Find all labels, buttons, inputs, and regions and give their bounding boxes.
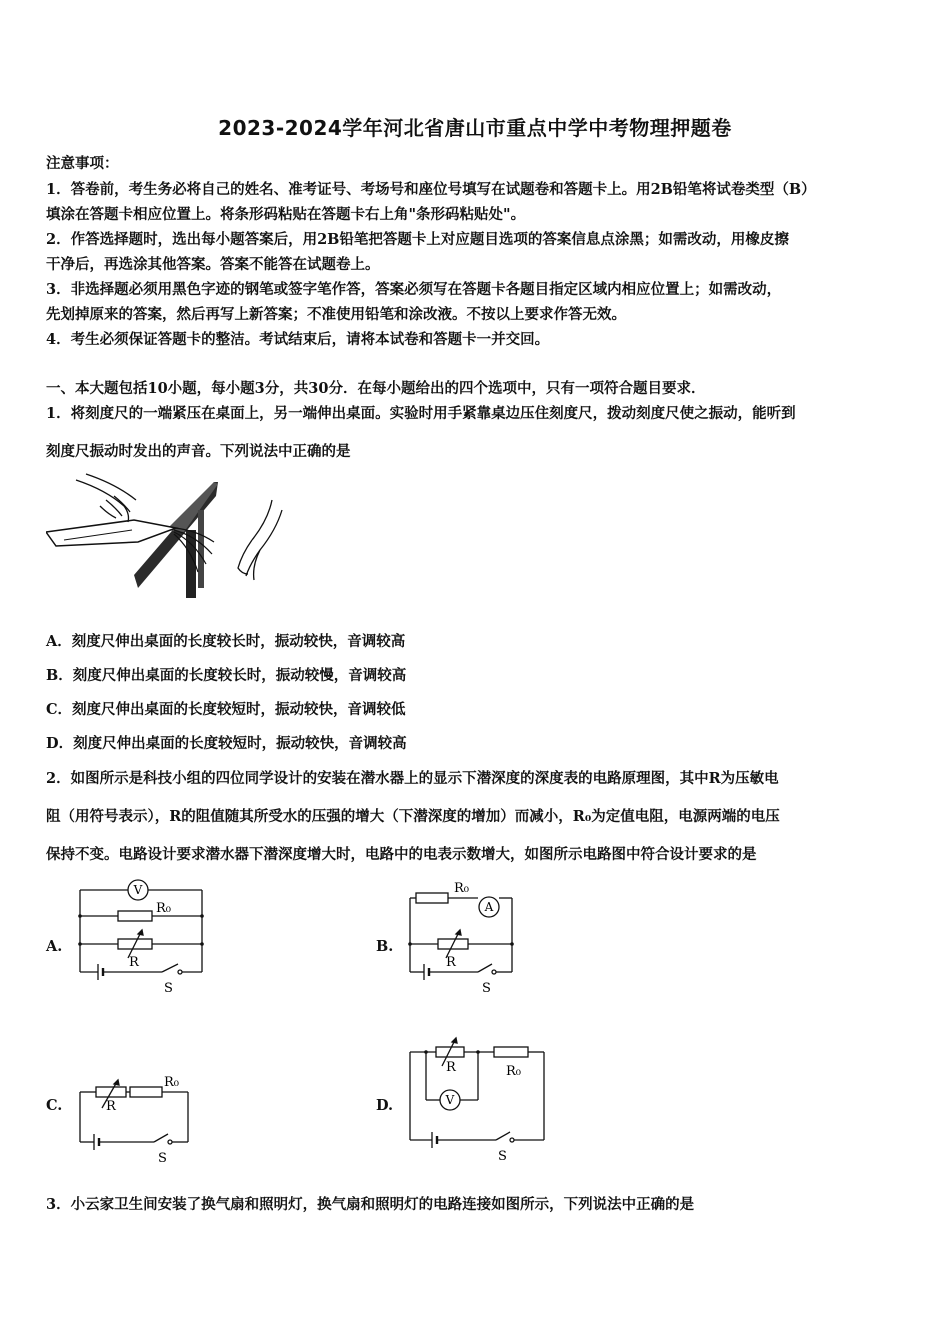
voltmeter-label: V bbox=[133, 883, 143, 897]
r0-label: R₀ bbox=[506, 1064, 521, 1079]
voltmeter-label: V bbox=[445, 1093, 455, 1107]
r-label: R bbox=[446, 1060, 456, 1075]
notice-heading: 注意事项： bbox=[46, 155, 119, 172]
switch-label: S bbox=[164, 981, 173, 996]
page-title: 2023-2024学年河北省唐山市重点中学中考物理押题卷 bbox=[218, 116, 732, 140]
notice-line: 3．非选择题必须用黑色字迹的钢笔或签字笔作答，答案必须写在答题卡各题目指定区域内相应位置上；如需改动， bbox=[46, 281, 782, 298]
r-label: R bbox=[446, 955, 456, 970]
switch-label: S bbox=[498, 1149, 507, 1164]
circuit-b-label: B. bbox=[376, 938, 394, 955]
circuit-a-label: A. bbox=[46, 938, 63, 955]
option-a: A．刻度尺伸出桌面的长度较长时，振动较快，音调较高 bbox=[46, 633, 406, 650]
question-1-text: 1．将刻度尺的一端紧压在桌面上，另一端伸出桌面。实验时用手紧靠桌边压住刻度尺，拨动刻度尺使之振动，能听到 bbox=[46, 405, 796, 422]
question-2-text: 保持不变。电路设计要求潜水器下潜深度增大时，电路中的电表示数增大，如图所示电路图中符合设计要求的是 bbox=[46, 846, 757, 863]
question-3-text: 3．小云家卫生间安装了换气扇和照明灯，换气扇和照明灯的电路连接如图所示，下列说法中正确的是 bbox=[46, 1196, 695, 1213]
question-2-text: 2．如图所示是科技小组的四位同学设计的安装在潜水器上的显示下潜深度的深度表的电路原理图，其中R为压敏电 bbox=[46, 770, 779, 787]
r0-label: R₀ bbox=[156, 901, 171, 916]
circuit-c bbox=[72, 1070, 202, 1165]
notice-line: 1．答卷前，考生务必将自己的姓名、准考证号、考场号和座位号填写在试题卷和答题卡上。用2B铅笔将试卷类型（B） bbox=[46, 181, 816, 198]
circuit-b bbox=[402, 874, 522, 999]
notice-line: 先划掉原来的答案，然后再写上新答案；不准使用铅笔和涂改液。不按以上要求作答无效。 bbox=[46, 306, 626, 323]
notice-line: 填涂在答题卡相应位置上。将条形码粘贴在答题卡右上角"条形码粘贴处"。 bbox=[46, 206, 526, 223]
circuit-a bbox=[72, 874, 212, 999]
r0-label: R₀ bbox=[454, 881, 469, 896]
ruler-desk-figure bbox=[46, 470, 291, 600]
question-1-text: 刻度尺振动时发出的声音。下列说法中正确的是 bbox=[46, 443, 351, 460]
r-label: R bbox=[129, 955, 139, 970]
notice-line: 干净后，再选涂其他答案。答案不能答在试题卷上。 bbox=[46, 256, 380, 273]
notice-line: 4．考生必须保证答题卡的整洁。考试结束后，请将本试卷和答题卡一并交回。 bbox=[46, 331, 550, 348]
r0-label: R₀ bbox=[164, 1075, 179, 1090]
notice-line: 2．作答选择题时，选出每小题答案后，用2B铅笔把答题卡上对应题目选项的答案信息点涂黑；如需改动，用橡皮擦 bbox=[46, 231, 789, 248]
switch-label: S bbox=[158, 1151, 167, 1165]
section-heading: 一、本大题包括10小题，每小题3分，共30分．在每小题给出的四个选项中，只有一项符合题目要求． bbox=[46, 380, 706, 397]
circuit-c-label: C. bbox=[46, 1097, 63, 1114]
circuit-d bbox=[402, 1030, 552, 1165]
r-label: R bbox=[106, 1099, 116, 1114]
question-2-text: 阻（用符号表示），R的阻值随其所受水的压强的增大（下潜深度的增加）而减小，R₀为定值电阻，电源两端的电压 bbox=[46, 808, 780, 825]
option-c: C．刻度尺伸出桌面的长度较短时，振动较快，音调较低 bbox=[46, 701, 406, 718]
circuit-d-label: D. bbox=[376, 1097, 394, 1114]
switch-label: S bbox=[482, 981, 491, 996]
option-d: D．刻度尺伸出桌面的长度较短时，振动较快，音调较高 bbox=[46, 735, 407, 752]
ammeter-label: A bbox=[484, 900, 494, 914]
option-b: B．刻度尺伸出桌面的长度较长时，振动较慢，音调较高 bbox=[46, 667, 407, 684]
